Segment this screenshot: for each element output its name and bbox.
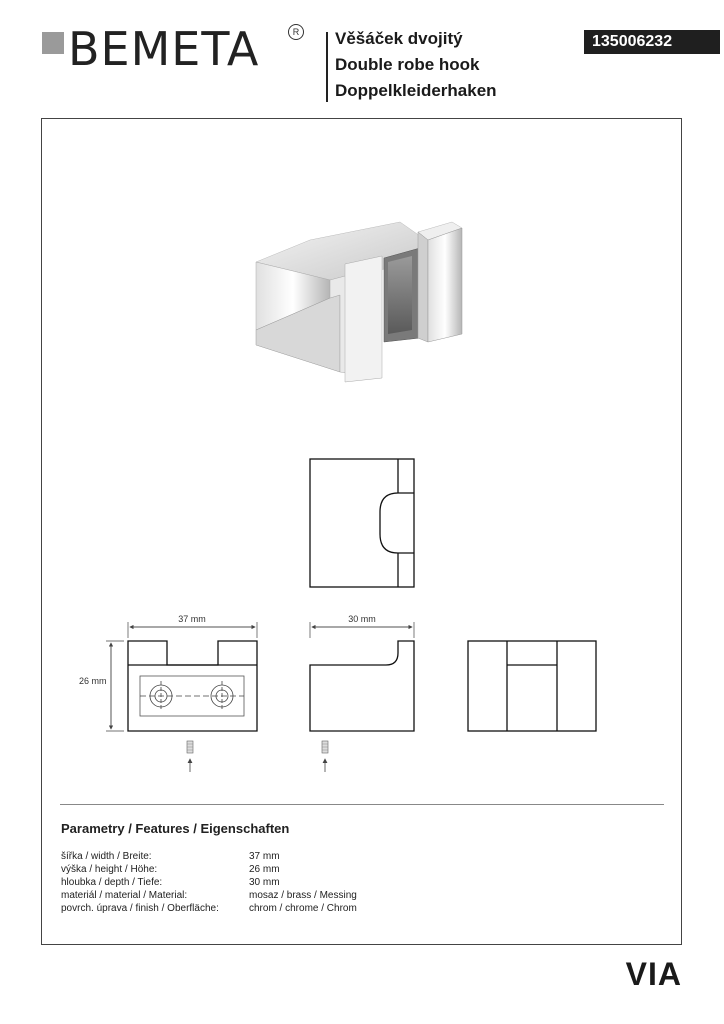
series-name: VIA xyxy=(625,956,682,992)
features-title: Parametry / Features / Eigenschaften xyxy=(61,821,290,836)
section-divider xyxy=(60,804,664,805)
brand-name: BEMETA xyxy=(68,22,260,76)
feature-label: hloubka / depth / Tiefe: xyxy=(61,877,163,888)
feature-value: mosaz / brass / Messing xyxy=(249,890,357,901)
title-german: Doppelkleiderhaken xyxy=(335,81,497,100)
feature-row xyxy=(61,850,357,863)
feature-label: materiál / material / Material: xyxy=(61,890,188,901)
dim-height-label: 26 mm xyxy=(79,676,107,686)
screw-icon xyxy=(322,741,328,772)
side-view-drawing xyxy=(310,614,414,772)
feature-label: výška / height / Höhe: xyxy=(61,864,158,875)
feature-value: 30 mm xyxy=(249,877,280,888)
feature-row xyxy=(61,889,357,902)
title-czech: Věšáček dvojitý xyxy=(335,29,463,48)
feature-label: povrch. úprava / finish / Oberfläche: xyxy=(61,903,219,914)
feature-row xyxy=(61,863,357,876)
title-english: Double robe hook xyxy=(335,55,480,74)
feature-value: chrom / chrome / Chrom xyxy=(249,903,357,914)
registered-icon: R xyxy=(288,24,304,40)
top-view-drawing xyxy=(310,459,414,587)
front-view-drawing xyxy=(79,614,257,772)
features-table xyxy=(61,850,357,915)
sku-badge: 135006232 xyxy=(584,30,720,54)
feature-label: šířka / width / Breite: xyxy=(61,851,152,862)
feature-row xyxy=(61,876,357,889)
dim-depth-label: 30 mm xyxy=(348,614,376,624)
screw-icon xyxy=(187,741,193,772)
feature-value: 37 mm xyxy=(249,851,280,862)
dim-width-label: 37 mm xyxy=(178,614,206,624)
back-view-drawing xyxy=(468,641,596,731)
product-render xyxy=(256,222,462,382)
feature-row xyxy=(61,902,357,915)
feature-value: 26 mm xyxy=(249,864,280,875)
